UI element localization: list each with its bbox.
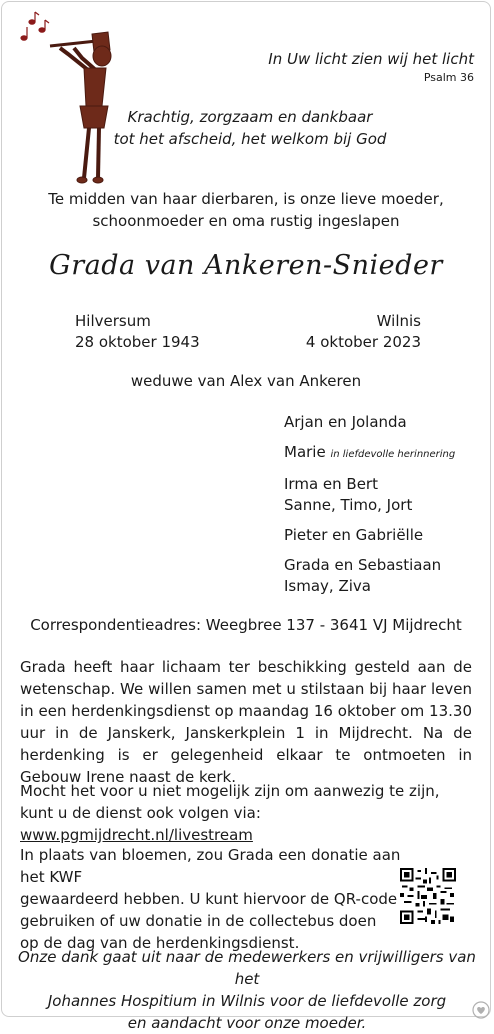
family-member — [284, 442, 455, 465]
tagline-line-2: tot het afscheid, het welkom bij God — [113, 130, 387, 148]
qr-code[interactable] — [400, 868, 456, 924]
birth-place: Hilversum — [75, 312, 151, 330]
livestream-paragraph — [20, 780, 472, 846]
deceased-name: Grada van Ankeren-Snieder — [49, 250, 443, 281]
bible-verse: In Uw licht zien wij het licht — [268, 50, 474, 68]
family-group — [284, 525, 455, 546]
thanks-line-1: Onze dank gaat uit naar de medewerkers en vrijwilligers van het — [18, 948, 476, 988]
heart-icon[interactable] — [472, 1001, 490, 1019]
death-info — [306, 311, 421, 353]
livestream-text: Mocht het voor u niet mogelijk zijn om aanwezig te zijn, kunt u de dienst ook volgen via: — [20, 782, 440, 822]
family-member: Sanne, Timo, Jort — [284, 496, 413, 514]
family-group — [284, 474, 455, 516]
birth-date: 28 oktober 1943 — [75, 333, 200, 351]
service-paragraph: Grada heeft haar lichaam ter beschikking gesteld aan de wetenschap. We willen samen met u stilstaan bij haar leven in een herdenkingsdienst op maandag 16 oktober om 13.30 uur in de Janskerk, Janskerkplein 1 in Mijdrecht. Na de herdenking is er gelegenheid elkaar te ontmoeten in Gebouw Irene naast de kerk. — [20, 658, 472, 786]
thanks-line-3: en aandacht voor onze moeder. — [127, 1014, 367, 1032]
family-member: Arjan en Jolanda — [284, 413, 407, 431]
donation-line-4: op de dag van de herdenkingsdienst. — [20, 934, 300, 952]
thanks-note — [18, 946, 476, 1034]
family-member: Grada en Sebastiaan — [284, 556, 442, 574]
tagline — [60, 106, 440, 150]
thanks-line-2: Johannes Hospitium in Wilnis voor de liefdevolle zorg — [47, 992, 447, 1010]
widow-line: weduwe van Alex van Ankeren — [130, 372, 362, 390]
flute-player-figure — [18, 10, 128, 190]
donation-paragraph — [20, 844, 420, 954]
memorial-note: in liefdevolle herinnering — [330, 449, 456, 460]
family-list — [284, 412, 455, 606]
donation-line-2: gewaardeerd hebben. U kunt hiervoor de QR-code — [20, 890, 398, 908]
intro-line-1: Te midden van haar dierbaren, is onze lieve moeder, — [48, 190, 444, 208]
tagline-line-1: Krachtig, zorgzaam en dankbaar — [127, 108, 373, 126]
announcement-intro — [20, 188, 472, 232]
music-notes-icon — [21, 12, 49, 40]
livestream-link[interactable]: www.pgmijdrecht.nl/livestream — [20, 826, 253, 844]
death-place: Wilnis — [376, 312, 421, 330]
death-date: 4 oktober 2023 — [305, 333, 421, 351]
intro-line-2: schoonmoeder en oma rustig ingeslapen — [92, 212, 400, 230]
family-member: Irma en Bert — [284, 475, 378, 493]
family-group — [284, 555, 455, 597]
family-group — [284, 442, 455, 465]
birth-info — [75, 311, 200, 353]
verse-source: Psalm 36 — [423, 71, 474, 84]
correspondence-address: Correspondentieadres: Weegbree 137 - 3641 VJ Mijdrecht — [30, 616, 462, 634]
family-member: Ismay, Ziva — [284, 577, 371, 595]
family-group — [284, 412, 455, 433]
family-member-name: Marie — [284, 443, 326, 461]
donation-line-3: gebruiken of uw donatie in de collectebus doen — [20, 912, 377, 930]
donation-line-1: In plaats van bloemen, zou Grada een donatie aan het KWF — [20, 846, 401, 886]
family-member: Pieter en Gabriëlle — [284, 526, 424, 544]
